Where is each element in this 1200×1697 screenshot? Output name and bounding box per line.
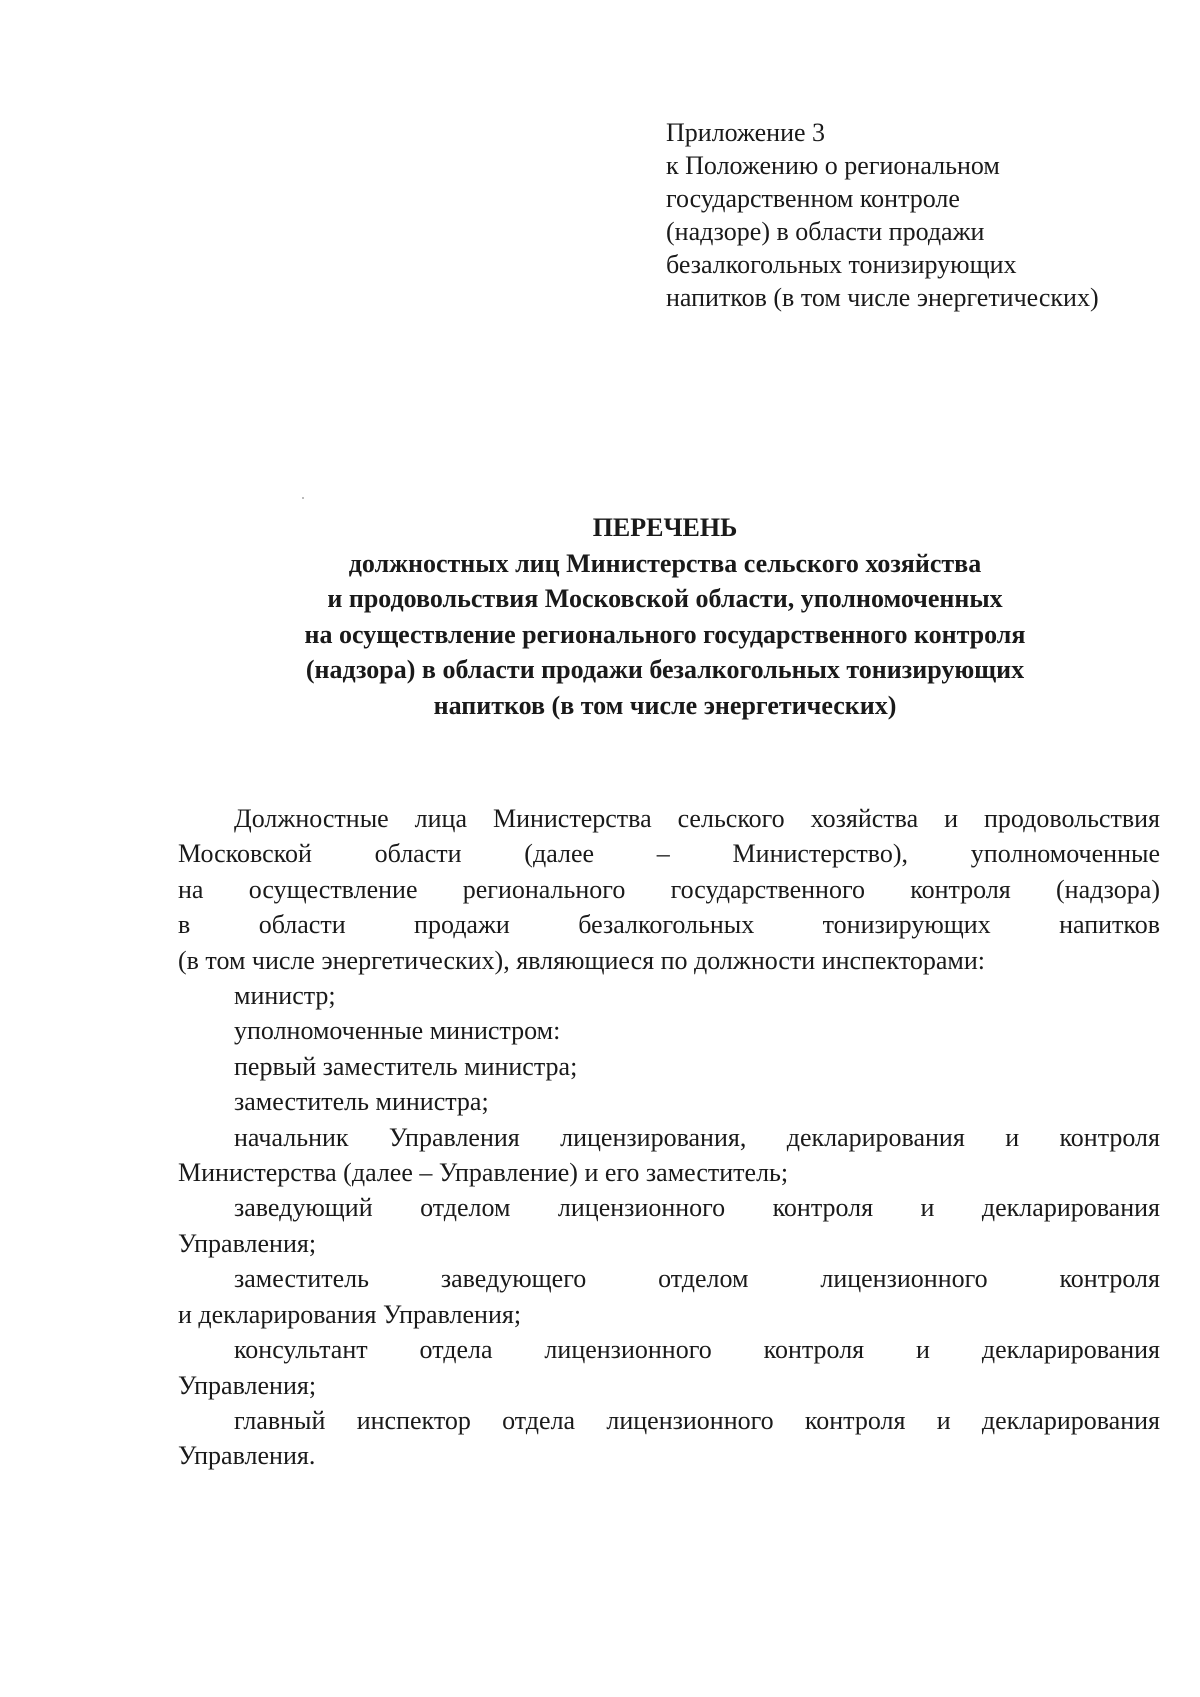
title-heading: ПЕРЕЧЕНЬ [592, 513, 738, 542]
list-item [178, 1332, 1160, 1403]
list-item [178, 1120, 1160, 1191]
intro-paragraph [178, 801, 1160, 978]
list-item-line: Управления. [178, 1441, 316, 1471]
list-item [178, 1190, 1160, 1261]
title-line: и продовольствия Московской области, уполномоченных [327, 584, 1003, 613]
document-title [160, 510, 1170, 723]
list-item-line: и декларирования Управления; [178, 1299, 522, 1329]
list-item-line: заместитель заведующего отделом лицензионного контроля [234, 1264, 1160, 1294]
list-item-line: Министерства (далее – Управление) и его заместитель; [178, 1158, 789, 1188]
list-item-line: заместитель министра; [234, 1087, 489, 1117]
list-item [178, 1084, 1160, 1119]
list-item-line: заведующий отделом лицензионного контроля и декларирования [234, 1193, 1160, 1223]
list-item [178, 1261, 1160, 1332]
list-item-line: главный инспектор отдела лицензионного контроля и декларирования [234, 1405, 1160, 1435]
appendix-line: безалкогольных тонизирующих [666, 250, 1017, 279]
title-line: должностных лиц Министерства сельского хозяйства [348, 548, 982, 578]
appendix-line: государственном контроле [666, 184, 960, 213]
list-item [178, 1013, 1160, 1048]
list-item [178, 978, 1160, 1013]
list-item-line: уполномоченные министром: [234, 1016, 561, 1046]
appendix-reference [666, 116, 1166, 314]
list-item-line: первый заместитель министра; [234, 1051, 578, 1081]
list-item-line: министр; [234, 981, 336, 1011]
document-body [178, 801, 1160, 1474]
intro-line: в области продажи безалкогольных тонизирующих напитков [178, 910, 1160, 940]
list-item [178, 1403, 1160, 1474]
list-item-line: консультант отдела лицензионного контроля и декларирования [234, 1335, 1160, 1365]
list-item [178, 1049, 1160, 1084]
title-line: напитков (в том числе энергетических) [433, 690, 897, 720]
list-item-line: Управления; [178, 1370, 317, 1400]
appendix-line: напитков (в том числе энергетических) [666, 283, 1099, 312]
list-item-line: Управления; [178, 1228, 317, 1258]
intro-line: (в том числе энергетических), являющиеся по должности инспекторами: [178, 945, 985, 975]
intro-line: Московской области (далее – Министерство), уполномоченные [178, 839, 1160, 869]
appendix-line: Приложение 3 [666, 118, 826, 147]
appendix-line: к Положению о региональном [666, 151, 1000, 180]
title-line: (надзора) в области продажи безалкогольных тонизирующих [305, 655, 1025, 684]
title-line: на осуществление регионального государственного контроля [304, 619, 1026, 649]
intro-line: Должностные лица Министерства сельского хозяйства и продовольствия [234, 804, 1160, 833]
list-item-line: начальник Управления лицензирования, декларирования и контроля [234, 1122, 1160, 1152]
scan-speck [302, 497, 304, 499]
intro-line: на осуществление регионального государственного контроля (надзора) [178, 874, 1160, 904]
appendix-line: (надзоре) в области продажи [666, 217, 985, 246]
